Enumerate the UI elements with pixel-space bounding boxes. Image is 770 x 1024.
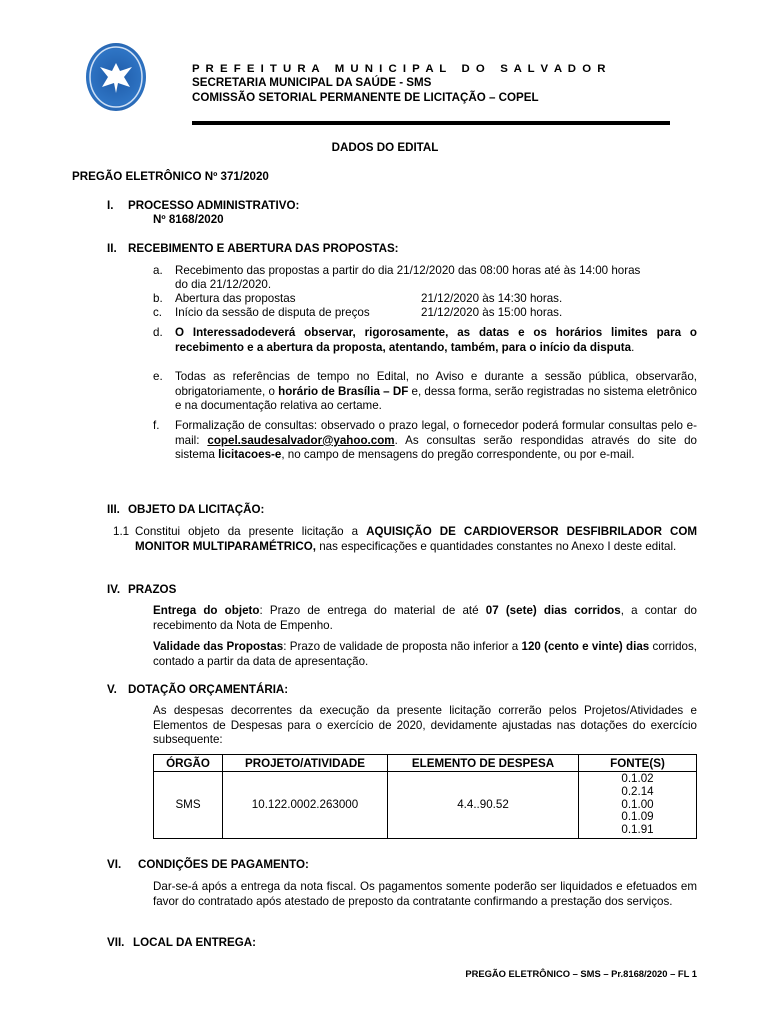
dotacao-text: As despesas decorrentes da execução da presente licitação correrão pelos Projetos/Atividades e Elementos de Despesas para o exercício de 2020, devidamente ajustadas nas dotações do exercício subsequente:	[153, 704, 697, 747]
prazo-validade-bold: 120 (cento e vinte) dias	[521, 640, 650, 653]
item-a-line1: Recebimento das propostas a partir do dia 21/12/2020 das 08:00 horas até às 14:00 horas	[175, 264, 641, 277]
doc-title: DADOS DO EDITAL	[331, 141, 439, 154]
fonte-item: 0.1.91	[621, 823, 654, 837]
item-b-marker: b.	[153, 292, 163, 305]
item-f-marker: f.	[153, 419, 160, 432]
header-line-secretaria: SECRETARIA MUNICIPAL DA SAÚDE - SMS	[192, 76, 432, 89]
prazo-entrega-bold: 07 (sete) dias corridos	[485, 604, 621, 617]
section-1-number: I.	[107, 199, 114, 212]
section-7-number: VII.	[107, 936, 125, 949]
object-bold: AQUISIÇÃO DE CARDIOVERSOR DESFIBRILADOR COM MONITOR MULTIPARAMÉTRICO,	[135, 525, 697, 553]
item-a-marker: a.	[153, 264, 163, 277]
prazo-validade-post: corridos, contado a partir da data de apresentação.	[153, 640, 697, 668]
fonte-item: 0.1.00	[621, 797, 654, 811]
fonte-item: 0.2.14	[621, 784, 654, 798]
col-elemento: ELEMENTO DE DESPESA	[388, 755, 579, 772]
coat-of-arms-seal-icon	[86, 43, 146, 111]
item-a-line2: do dia 21/12/2020.	[175, 278, 272, 291]
pregao-title: PREGÃO ELETRÔNICO Nº 371/2020	[72, 170, 269, 183]
item-f-text	[175, 419, 697, 463]
section-5-title: DOTAÇÃO ORÇAMENTÁRIA:	[128, 683, 289, 696]
item-e-text	[175, 370, 697, 414]
section-3-number: III.	[107, 503, 120, 516]
section-2-title: RECEBIMENTO E ABERTURA DAS PROPOSTAS:	[128, 242, 399, 255]
section-1-title: PROCESSO ADMINISTRATIVO:	[128, 199, 300, 212]
item-b-text: Abertura das propostas	[175, 292, 296, 305]
cell-projeto: 10.122.0002.263000	[223, 772, 388, 839]
item-d-marker: d.	[153, 326, 163, 339]
item-d-bold: O Interessadodeverá observar, rigorosamente, as datas e os horários limites para o recebimento e a abertura da proposta, atentando, também, para o início da disputa	[175, 326, 697, 354]
section-6-number: VI.	[107, 858, 122, 871]
prazo-entrega-post: , a contar do recebimento da Nota de Empenho.	[153, 604, 698, 632]
fontes-list	[579, 773, 696, 837]
item-f-bold: licitacoes-e	[218, 448, 282, 462]
col-projeto: PROJETO/ATIVIDADE	[223, 755, 388, 772]
item-e-post: e, dessa forma, serão registradas no sistema eletrônico e na documentação relativa ao certame.	[175, 384, 697, 413]
section-2-number: II.	[107, 242, 117, 255]
prazo-entrega	[153, 604, 697, 633]
item-b-value: 21/12/2020 às 14:30 horas.	[421, 292, 563, 305]
pagamento-text: Dar-se-á após a entrega da nota fiscal. Os pagamentos somente poderão ser liquidados e efetuados em favor do contratado após atestado de preposto da contratante confirmando a prestação dos serviços.	[153, 880, 697, 908]
fonte-item: 0.1.09	[621, 810, 654, 824]
table-row	[154, 772, 697, 839]
object-pre: Constitui objeto da presente licitação a	[135, 525, 367, 538]
item-1-1-number: 1.1	[113, 525, 130, 538]
process-number: Nº 8168/2020	[153, 213, 224, 226]
page-footer: PREGÃO ELETRÔNICO – SMS – Pr.8168/2020 – FL 1	[465, 968, 697, 979]
prazo-validade-pre: : Prazo de validade de proposta não inferior a	[283, 640, 522, 653]
email-link[interactable]: copel.saudesalvador@yahoo.com	[207, 433, 395, 447]
item-d-text	[175, 326, 697, 355]
header-line-comissao: COMISSÃO SETORIAL PERMANENTE DE LICITAÇÃO – COPEL	[192, 91, 539, 104]
fonte-item: 0.1.02	[621, 772, 654, 785]
section-4-number: IV.	[107, 583, 121, 596]
item-c-value: 21/12/2020 às 15:00 horas.	[421, 306, 563, 319]
section-5-number: V.	[107, 683, 117, 696]
prazo-entrega-label: Entrega do objeto	[153, 604, 260, 617]
section-3-title: OBJETO DA LICITAÇÃO:	[128, 503, 265, 516]
item-d-end: .	[631, 340, 635, 354]
col-fontes: FONTE(S)	[579, 755, 697, 772]
item-f-mid: . As consultas serão respondidas através do site do sistema	[175, 433, 697, 462]
header-line-prefeitura: P R E F E I T U R A M U N I C I P A L D O S A L V A D O R	[192, 63, 607, 75]
item-f-pre: Formalização de consultas: observado o prazo legal, o fornecedor poderá formular consultas pelo e-mail:	[175, 419, 697, 447]
item-e-marker: e.	[153, 370, 163, 383]
budget-table	[153, 754, 697, 839]
item-f-post: , no campo de mensagens do pregão correspondente, ou por e-mail.	[281, 448, 635, 462]
prazo-entrega-pre: : Prazo de entrega do material de até	[259, 604, 486, 617]
budget-table-header-row	[154, 755, 697, 772]
cell-orgao: SMS	[154, 772, 223, 839]
section-6-title: CONDIÇÕES DE PAGAMENTO:	[138, 858, 309, 871]
header-divider	[192, 121, 670, 125]
object-text	[135, 525, 697, 554]
cell-fontes	[579, 772, 697, 839]
item-c-text: Início da sessão de disputa de preços	[175, 306, 370, 319]
item-e-bold: horário de Brasília – DF	[278, 384, 409, 398]
item-c-marker: c.	[153, 306, 163, 319]
prazo-validade-label: Validade das Propostas	[153, 640, 284, 653]
item-e-pre: Todas as referências de tempo no Edital, no Aviso e durante a sessão pública, observarão, obrigatoriamente, o	[175, 370, 697, 398]
cell-elemento: 4.4..90.52	[388, 772, 579, 839]
col-orgao: ÓRGÃO	[154, 755, 223, 772]
prazo-validade	[153, 640, 697, 669]
section-4-title: PRAZOS	[128, 583, 177, 596]
section-7-title: LOCAL DA ENTREGA:	[133, 936, 257, 949]
object-post: nas especificações e quantidades constantes no Anexo I deste edital.	[315, 539, 677, 553]
